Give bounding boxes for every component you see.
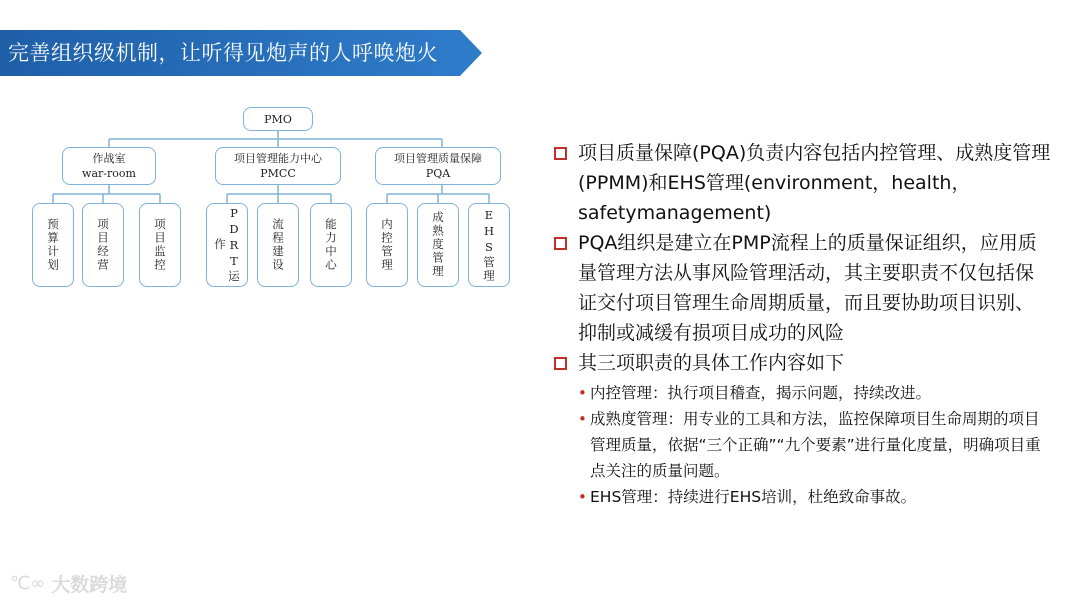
dot-bullet-icon: • xyxy=(578,410,587,428)
bullet-item xyxy=(552,138,1052,228)
org-leaf-internal-control xyxy=(366,203,408,287)
bullet-item xyxy=(552,228,1052,348)
org-leaf-process-building xyxy=(257,203,299,287)
square-bullet-icon xyxy=(554,237,567,250)
org-node-label: 项目管理质量保障 xyxy=(394,152,482,165)
watermark xyxy=(10,570,127,597)
org-node-sublabel: PQA xyxy=(425,167,451,180)
org-leaf-label: 成熟度管理 xyxy=(431,211,445,279)
bullet-list xyxy=(552,138,1052,510)
bullet-text: PQA组织是建立在PMP流程上的质量保证组织，应用质量管理方法从事风险管理活动，其主要职责不仅包括保证交付项目管理生命周期质量，而且要协助项目识别、抑制或减缓有损项目成功的风险 xyxy=(578,232,1037,344)
sub-bullet-text: EHS管理：持续进行EHS培训，杜绝致命事故。 xyxy=(590,488,917,506)
org-leaf-label: EHS管理 xyxy=(482,207,496,283)
org-leaf-label: 内控管理 xyxy=(380,218,394,272)
org-node-pmcc xyxy=(215,147,341,185)
bullet-item xyxy=(552,348,1052,378)
bullet-text: 项目质量保障(PQA)负责内容包括内控管理、成熟度管理(PPMM)和EHS管理(environment，health，safetymanagement) xyxy=(578,142,1051,224)
page-title: 完善组织级机制，让听得见炮声的人呼唤炮火 xyxy=(8,41,438,65)
org-leaf-project-monitoring xyxy=(139,203,181,287)
watermark-logo-icon: ℃∞ xyxy=(10,573,46,594)
org-node-label: 作战室 xyxy=(92,152,126,165)
org-leaf-label: 能力中心 xyxy=(324,218,338,272)
org-node-label: PMO xyxy=(264,112,292,126)
square-bullet-icon xyxy=(554,357,567,370)
org-leaf-label: 流程建设 xyxy=(271,218,285,272)
sub-bullet-text: 内控管理：执行项目稽查，揭示问题，持续改进。 xyxy=(590,384,932,402)
org-leaf-ehs xyxy=(468,203,510,287)
sub-bullet-item xyxy=(552,484,1052,510)
sub-bullet-item xyxy=(552,406,1052,484)
dot-bullet-icon: • xyxy=(578,488,587,506)
org-node-sublabel: PMCC xyxy=(260,167,296,180)
org-node-sublabel: war-room xyxy=(82,167,136,180)
org-leaf-label: 预算计划 xyxy=(46,218,60,272)
org-node-pmo xyxy=(243,107,313,131)
org-node-label: 项目管理能力中心 xyxy=(234,152,322,165)
square-bullet-icon xyxy=(554,147,567,160)
org-leaf-label: 项目经营 xyxy=(96,218,110,272)
org-node-pqa xyxy=(375,147,501,185)
sub-bullet-item xyxy=(552,380,1052,406)
org-leaf-capability-center xyxy=(310,203,352,287)
org-leaf-maturity xyxy=(417,203,459,287)
org-node-war-room xyxy=(62,147,156,185)
org-leaf-budget-plan xyxy=(32,203,74,287)
org-leaf-label: 项目监控 xyxy=(153,218,167,272)
org-leaf-label: PDRT运作 xyxy=(213,206,241,284)
dot-bullet-icon: • xyxy=(578,384,587,402)
org-leaf-project-operation xyxy=(82,203,124,287)
bullet-text: 其三项职责的具体工作内容如下 xyxy=(578,352,845,374)
org-leaf-pdrt xyxy=(206,203,248,287)
watermark-text: 大数跨境 xyxy=(51,574,128,596)
sub-bullet-text: 成熟度管理：用专业的工具和方法，监控保障项目生命周期的项目管理质量，依据“三个正确”“九个要素”进行量化度量，明确项目重点关注的质量问题。 xyxy=(590,410,1041,480)
